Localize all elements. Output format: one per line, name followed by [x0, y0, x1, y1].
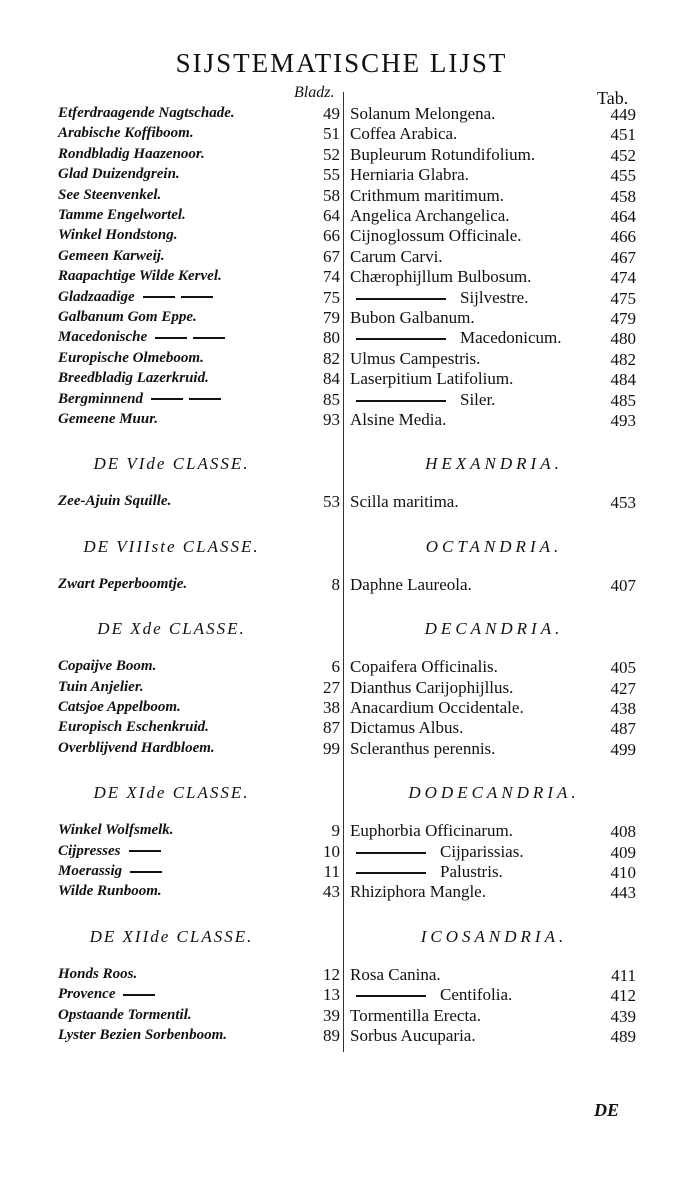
plate-number: 452: [610, 145, 636, 165]
latin-name: [350, 267, 531, 287]
latin-name-text: Centifolia.: [440, 985, 513, 1005]
list-row: [0, 678, 683, 698]
dutch-name: [58, 350, 204, 367]
latin-name: [350, 1026, 476, 1046]
dutch-name: [58, 576, 187, 593]
dutch-name-text: Breedbladig Lazerkruid.: [58, 370, 209, 387]
dutch-name-text: Provence: [58, 986, 116, 1003]
latin-name-text: Macedonicum.: [460, 328, 562, 348]
list-row: [0, 862, 683, 882]
dutch-name-text: Moerassig: [58, 863, 123, 879]
latin-name: [350, 145, 535, 165]
page-number: 13: [323, 985, 340, 1005]
dutch-name-text: See Steenvenkel.: [58, 186, 162, 203]
ditto-dash: [356, 338, 446, 340]
dutch-name: [58, 1007, 192, 1024]
latin-name-text: Carum Carvi.: [350, 246, 443, 266]
order-title: HEXANDRIA.: [425, 454, 563, 474]
list-row: [0, 226, 683, 246]
latin-name-text: Crithmum maritimum.: [350, 185, 504, 205]
latin-name: [350, 862, 503, 882]
page-number: 89: [323, 1026, 340, 1045]
latin-name-text: Tormentilla Erecta.: [350, 1005, 481, 1025]
plate-number: 485: [610, 390, 636, 410]
dutch-name-text: Arabische Koffiboom.: [58, 125, 194, 142]
dutch-name-text: Raapachtige Wilde Kervel.: [58, 268, 222, 285]
page-number: 10: [323, 841, 340, 861]
dutch-name: [58, 740, 215, 757]
latin-name-text: Siler.: [460, 389, 496, 409]
dutch-name-text: Copaijve Boom.: [58, 658, 157, 675]
page-number: 82: [323, 348, 340, 368]
dutch-name-text: Glad Duizendgrein.: [58, 166, 180, 183]
page-number: 6: [331, 657, 340, 677]
list-row: [0, 842, 683, 862]
list-row: [0, 575, 683, 595]
list-row: [0, 308, 683, 328]
dutch-name-text: Zee-Ajuin Squille.: [58, 493, 172, 510]
latin-name: [350, 882, 486, 902]
latin-name-text: Angelica Archangelica.: [350, 206, 510, 225]
plate-number: 474: [610, 268, 636, 288]
latin-name: [350, 328, 562, 348]
plate-number: 482: [610, 349, 636, 369]
dutch-name: [58, 679, 144, 696]
order-title: ICOSANDRIA.: [420, 926, 568, 946]
dutch-name: [58, 207, 186, 224]
list-row: [0, 186, 683, 206]
dutch-name-text: Cijpresses: [58, 842, 121, 859]
latin-name: [350, 390, 495, 410]
order-title: OCTANDRIA.: [425, 536, 563, 556]
plate-number: 451: [610, 125, 636, 145]
latin-name-text: Rhiziphora Mangle.: [350, 882, 486, 902]
dutch-name-text: Opstaande Tormentil.: [58, 1006, 192, 1023]
dutch-name: [58, 187, 161, 204]
page-number: 38: [323, 698, 340, 717]
list-row: [0, 165, 683, 185]
page-number: 99: [323, 738, 340, 758]
ditto-dash: [181, 296, 213, 298]
dutch-name-text: Tamme Engelwortel.: [58, 207, 186, 223]
dutch-name-text: Tuin Anjelier.: [58, 678, 144, 695]
dutch-name: [58, 105, 235, 122]
ditto-dash: [129, 850, 161, 852]
class-title: DE Xde CLASSE.: [97, 619, 246, 639]
latin-name-text: Ulmus Campestris.: [350, 348, 481, 368]
latin-name-text: Scilla maritima.: [350, 492, 459, 512]
latin-name: [350, 349, 480, 369]
plate-number: 480: [610, 329, 636, 349]
dutch-name: [58, 966, 137, 983]
dutch-name-text: Gemeene Muur.: [58, 411, 159, 427]
ditto-dash: [189, 398, 221, 400]
bladz-column-header: Bladz.: [294, 84, 335, 101]
plate-number: 408: [610, 822, 636, 842]
plate-number: 493: [610, 411, 636, 430]
ditto-dash: [356, 852, 426, 854]
dutch-name: [58, 986, 155, 1003]
page-number: 43: [323, 882, 340, 902]
page-number: 85: [323, 389, 340, 409]
ditto-dash: [143, 296, 175, 298]
dutch-name: [58, 166, 180, 183]
list-row: [0, 145, 683, 165]
plate-number: 487: [610, 719, 636, 739]
catchword: DE: [594, 1100, 620, 1120]
plate-number: 479: [610, 309, 636, 328]
order-title: DECANDRIA.: [424, 619, 564, 639]
latin-name: [350, 985, 512, 1005]
plate-number: 484: [610, 370, 636, 390]
latin-name: [350, 288, 528, 308]
latin-name: [350, 492, 459, 512]
latin-name: [350, 698, 524, 718]
latin-name: [350, 165, 469, 185]
latin-name-text: Euphorbia Officinarum.: [350, 821, 514, 841]
list-row: [0, 492, 683, 512]
order-title: DODECANDRIA.: [408, 783, 580, 803]
dutch-name: [58, 883, 162, 900]
dutch-name-text: Etferdraagende Nagtschade.: [58, 105, 235, 121]
latin-name-text: Bupleurum Rotundifolium.: [350, 144, 536, 164]
list-row: [0, 206, 683, 226]
dutch-name: [58, 248, 165, 265]
ditto-dash: [356, 298, 446, 300]
dutch-name: [58, 227, 177, 244]
latin-name-text: Bubon Galbanum.: [350, 308, 475, 327]
dutch-name: [58, 329, 225, 346]
dutch-name-text: Gemeen Karweij.: [58, 247, 165, 264]
latin-name-text: Daphne Laureola.: [350, 574, 472, 594]
latin-name-text: Scleranthus perennis.: [350, 738, 496, 758]
section-heading: [0, 537, 683, 561]
page-title: SIJSTEMATISCHE LIJST: [175, 48, 508, 78]
dutch-name: [58, 370, 209, 387]
list-row: [0, 288, 683, 308]
latin-name-text: Laserpitium Latifolium.: [350, 369, 514, 389]
latin-name: [350, 739, 495, 759]
page-number: 39: [323, 1005, 340, 1025]
page-number: 79: [323, 308, 340, 327]
list-row: [0, 328, 683, 348]
plate-number: 449: [610, 105, 636, 124]
latin-name-text: Cijparissias.: [440, 841, 524, 861]
plate-number: 453: [610, 493, 636, 513]
plate-number: 466: [610, 227, 636, 247]
ditto-dash: [151, 398, 183, 400]
dutch-name: [58, 1027, 227, 1044]
list-row: [0, 247, 683, 267]
plate-number: 499: [610, 739, 636, 759]
plate-number: 438: [610, 699, 636, 718]
dutch-name-text: Europisch Eschenkruid.: [58, 719, 209, 736]
plate-number: 458: [610, 186, 636, 206]
plate-number: 489: [610, 1027, 636, 1046]
latin-name: [350, 842, 524, 862]
latin-name: [350, 410, 446, 430]
latin-name-text: Copaifera Officinalis.: [350, 657, 498, 677]
page-number: 55: [323, 165, 340, 185]
list-row: [0, 657, 683, 677]
ditto-dash: [123, 994, 155, 996]
dutch-name-text: Gladzaadige: [58, 288, 135, 305]
dutch-name-text: Bergminnend: [58, 390, 144, 407]
page-number: 8: [331, 574, 340, 594]
class-title: DE VIde CLASSE.: [93, 454, 250, 474]
latin-name: [350, 124, 457, 144]
plate-number: 439: [610, 1006, 636, 1026]
dutch-name: [58, 863, 162, 880]
section-heading: [0, 454, 683, 478]
dutch-name: [58, 289, 213, 306]
plate-number: 464: [610, 207, 636, 226]
page-number: 84: [323, 369, 340, 389]
latin-name-text: Dictamus Albus.: [350, 718, 464, 738]
ditto-dash: [155, 337, 187, 339]
latin-name: [350, 965, 441, 985]
list-row: [0, 985, 683, 1005]
latin-name-text: Cijnoglossum Officinale.: [350, 226, 522, 246]
list-row: [0, 882, 683, 902]
latin-name: [350, 821, 513, 841]
plate-number: 409: [610, 842, 636, 862]
plate-number: 475: [610, 288, 636, 308]
section-heading: [0, 619, 683, 643]
dutch-name: [58, 125, 194, 142]
latin-name: [350, 226, 522, 246]
dutch-name: [58, 146, 205, 163]
dutch-name: [58, 493, 171, 510]
page-number: 49: [323, 104, 340, 123]
dutch-name-text: Overblijvend Hardbloem.: [58, 739, 215, 756]
latin-name-text: Sorbus Aucuparia.: [350, 1026, 476, 1045]
dutch-name: [58, 699, 181, 716]
latin-name-text: Herniaria Glabra.: [350, 165, 469, 185]
latin-name: [350, 575, 472, 595]
list-row: [0, 739, 683, 759]
latin-name: [350, 308, 475, 328]
latin-name: [350, 247, 443, 267]
page-number: 66: [323, 226, 340, 246]
latin-name: [350, 1006, 481, 1026]
ditto-dash: [130, 871, 162, 873]
page-number: 75: [323, 287, 340, 307]
page-number: 67: [323, 246, 340, 266]
latin-name-text: Solanum Melongena.: [350, 104, 496, 123]
dutch-name: [58, 843, 161, 860]
list-row: [0, 698, 683, 718]
dutch-name-text: Honds Roos.: [58, 965, 138, 982]
latin-name-text: Chærophijllum Bulbosum.: [350, 267, 532, 287]
latin-name: [350, 104, 495, 124]
latin-name-text: Alsine Media.: [350, 410, 447, 429]
list-row: [0, 410, 683, 430]
dutch-name-text: Lyster Bezien Sorbenboom.: [58, 1027, 228, 1043]
dutch-name: [58, 411, 158, 428]
latin-name: [350, 186, 504, 206]
list-row: [0, 390, 683, 410]
latin-name: [350, 718, 463, 738]
latin-name: [350, 657, 498, 677]
dutch-name: [58, 309, 197, 326]
plate-number: 407: [610, 575, 636, 595]
page-number: 80: [323, 328, 340, 348]
dutch-name: [58, 268, 222, 285]
page-number: 53: [323, 492, 340, 512]
plate-number: 467: [610, 247, 636, 267]
plate-number: 405: [610, 658, 636, 678]
ditto-dash: [356, 400, 446, 402]
ditto-dash: [193, 337, 225, 339]
plate-number: 455: [610, 166, 636, 186]
list-row: [0, 718, 683, 738]
latin-name-text: Anacardium Occidentale.: [350, 698, 524, 717]
ditto-dash: [356, 995, 426, 997]
dutch-name: [58, 391, 221, 408]
latin-name-text: Rosa Canina.: [350, 964, 441, 984]
latin-name: [350, 369, 513, 389]
list-row: [0, 104, 683, 124]
plate-number: 411: [611, 965, 636, 985]
dutch-name-text: Winkel Wolfsmelk.: [58, 822, 174, 839]
dutch-name-text: Macedonische: [58, 329, 148, 346]
page-number: 27: [323, 677, 340, 697]
page-number: 93: [323, 410, 340, 429]
page-number: 51: [323, 124, 340, 144]
page-number: 11: [323, 862, 340, 881]
plate-number: 410: [610, 863, 636, 882]
plate-number: 412: [610, 986, 636, 1006]
section-heading: [0, 783, 683, 807]
class-title: DE VIIIste CLASSE.: [83, 536, 260, 556]
list-row: [0, 965, 683, 985]
tab-column-header: Tab.: [597, 88, 629, 108]
class-title: DE XIde CLASSE.: [93, 783, 250, 803]
plate-number: 443: [610, 883, 636, 903]
dutch-name-text: Europische Olmeboom.: [58, 349, 204, 366]
section-heading: [0, 927, 683, 951]
latin-name-text: Palustris.: [440, 862, 503, 881]
page-number: 64: [323, 206, 340, 225]
page-number: 12: [323, 964, 340, 984]
list-row: [0, 369, 683, 389]
dutch-name-text: Rondbladig Haazenoor.: [58, 145, 205, 162]
list-row: [0, 124, 683, 144]
dutch-name: [58, 658, 156, 675]
dutch-name-text: Wilde Runboom.: [58, 883, 162, 900]
dutch-name-text: Zwart Peperboomtje.: [58, 575, 188, 592]
latin-name-text: Sijlvestre.: [460, 287, 529, 307]
dutch-name: [58, 719, 209, 736]
latin-name: [350, 678, 513, 698]
plate-number: 427: [610, 678, 636, 698]
list-row: [0, 267, 683, 287]
page-number: 52: [323, 144, 340, 164]
list-row: [0, 1006, 683, 1026]
dutch-name-text: Catsjoe Appelboom.: [58, 699, 181, 715]
list-row: [0, 1026, 683, 1046]
dutch-name-text: Galbanum Gom Eppe.: [58, 309, 197, 325]
class-title: DE XIIde CLASSE.: [89, 926, 254, 946]
latin-name: [350, 206, 510, 226]
dutch-name: [58, 822, 174, 839]
latin-name-text: Coffea Arabica.: [350, 124, 458, 144]
ditto-dash: [356, 872, 426, 874]
page-number: 74: [323, 267, 340, 287]
dutch-name-text: Winkel Hondstong.: [58, 227, 178, 244]
list-row: [0, 349, 683, 369]
latin-name-text: Dianthus Carijophijllus.: [350, 677, 514, 697]
page-number: 58: [323, 185, 340, 205]
page-number: 9: [331, 821, 340, 841]
page-number: 87: [323, 718, 340, 738]
list-row: [0, 821, 683, 841]
